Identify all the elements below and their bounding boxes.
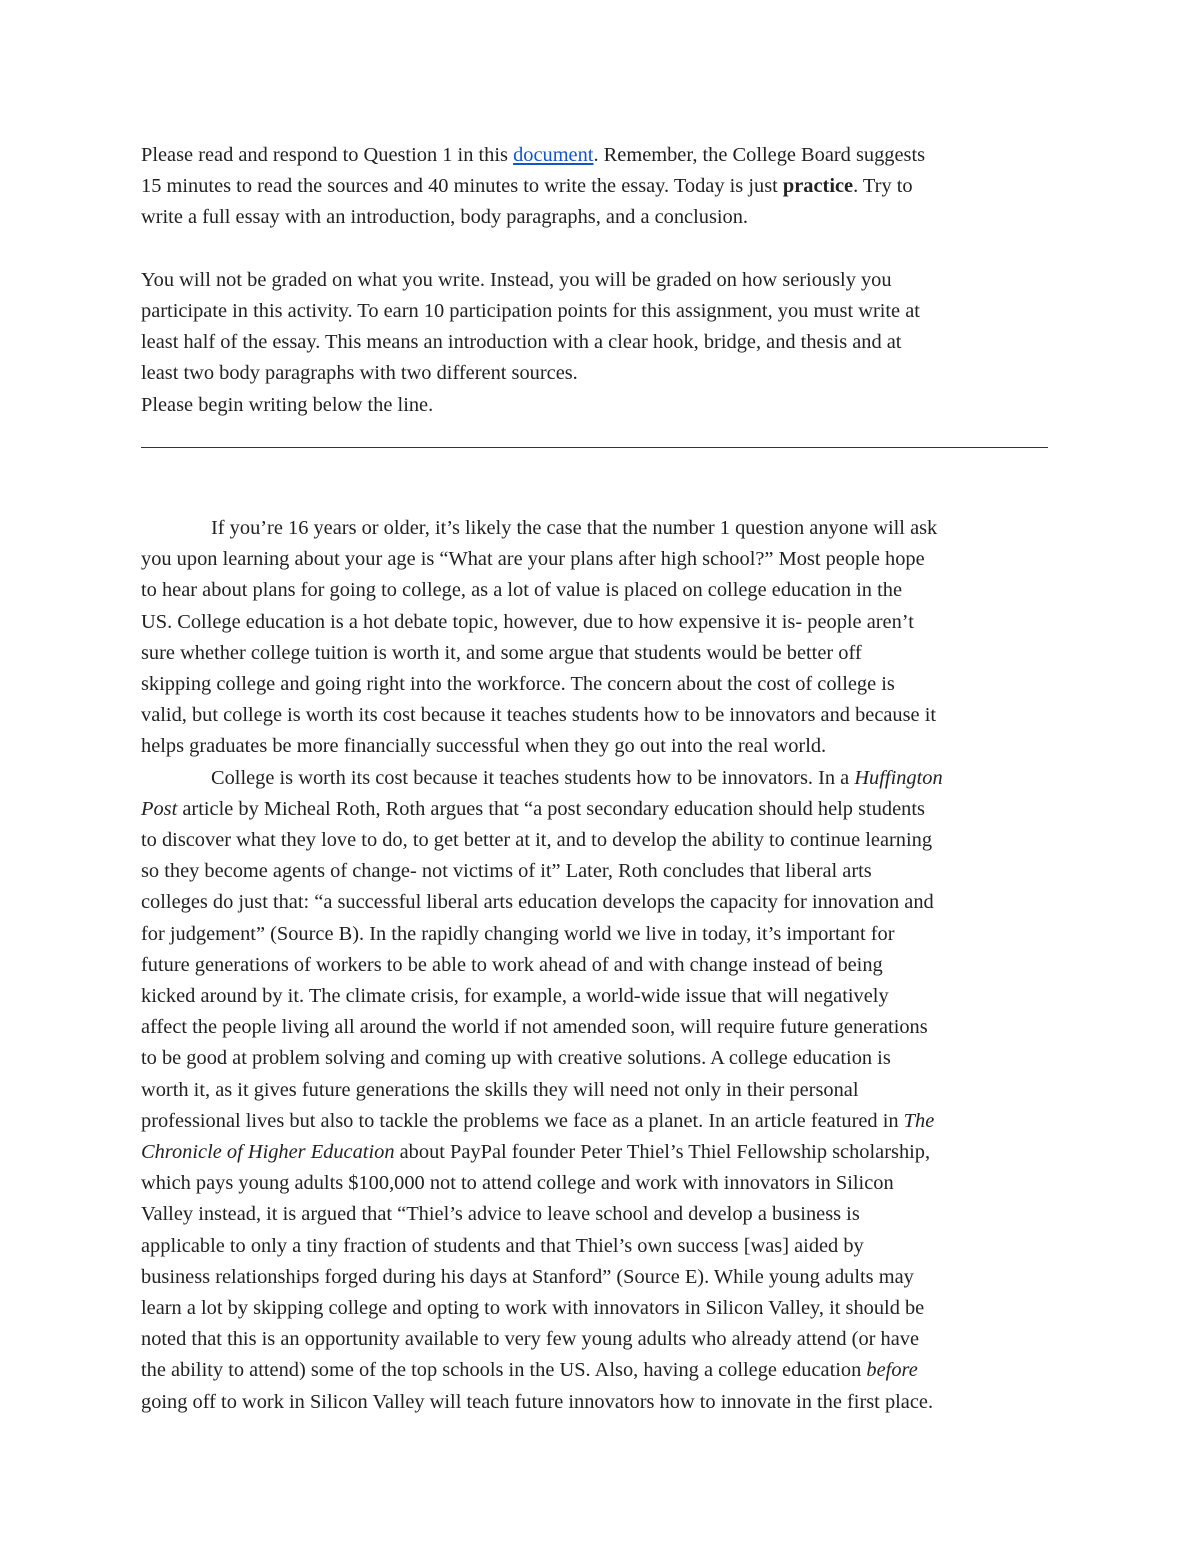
instructions-text: . Remember, the College Board suggests xyxy=(593,144,926,166)
essay-text: College is worth its cost because it teaches students how to be innovators. In a xyxy=(211,766,855,789)
instructions-paragraph-1-line-1 xyxy=(141,140,1059,171)
essay-line: US. College education is a hot debate topic, however, due to how expensive it is- people aren’t xyxy=(141,610,914,633)
begin-writing-note: Please begin writing below the line. xyxy=(141,393,434,416)
essay-line xyxy=(141,1355,1059,1386)
instructions-block xyxy=(141,140,1059,421)
essay-line: going off to work in Silicon Valley will teach future innovators how to innovate in the first place. xyxy=(141,1390,934,1413)
publication-title: Huffington xyxy=(854,766,943,789)
paragraph-spacer xyxy=(141,234,1059,265)
instructions-text: Please read and respond to Question 1 in this xyxy=(141,144,514,166)
essay-line: which pays young adults $100,000 not to attend college and work with innovators in Silicon xyxy=(141,1172,894,1195)
practice-emphasis: practice xyxy=(782,175,854,198)
instructions-text: . Try to xyxy=(853,175,913,198)
essay-line xyxy=(141,1106,1059,1137)
essay-line: worth it, as it gives future generations the skills they will need not only in their personal xyxy=(141,1078,859,1101)
essay-paragraph-body-1 xyxy=(141,763,1059,1418)
essay-body[interactable] xyxy=(141,513,1059,1418)
document-link[interactable]: document xyxy=(513,144,594,166)
essay-line: to discover what they love to do, to get better at it, and to develop the ability to continue learning xyxy=(141,829,933,852)
essay-line: learn a lot by skipping college and opting to work with innovators in Silicon Valley, it should be xyxy=(141,1297,925,1320)
essay-line: applicable to only a tiny fraction of students and that Thiel’s own success [was] aided by xyxy=(141,1234,864,1257)
instructions-paragraph-1-line-3: write a full essay with an introduction, body paragraphs, and a conclusion. xyxy=(141,206,749,229)
essay-text: the ability to attend) some of the top schools in the US. Also, having a college education xyxy=(141,1359,867,1382)
essay-line xyxy=(141,794,1059,825)
essay-line: future generations of workers to be able to work ahead of and with change instead of being xyxy=(141,953,883,976)
essay-paragraph-intro xyxy=(141,513,1059,763)
essay-text: about PayPal founder Peter Thiel’s Thiel Fellowship scholarship, xyxy=(394,1141,931,1164)
essay-line: affect the people living all around the world if not amended soon, will require future generations xyxy=(141,1016,928,1039)
emphasis-word: before xyxy=(866,1359,918,1382)
publication-title: The xyxy=(903,1109,935,1132)
essay-line: to hear about plans for going to college, as a lot of value is placed on college education in the xyxy=(141,579,903,602)
essay-line: sure whether college tuition is worth it, and some argue that students would be better off xyxy=(141,641,862,664)
instructions-paragraph-2-line-1: You will not be graded on what you write. Instead, you will be graded on how seriously you xyxy=(141,268,892,291)
instructions-text: 15 minutes to read the sources and 40 minutes to write the essay. Today is just xyxy=(141,175,783,198)
essay-line: so they become agents of change- not victims of it” Later, Roth concludes that liberal arts xyxy=(141,860,872,883)
instructions-paragraph-2-line-3: least half of the essay. This means an introduction with a clear hook, bridge, and thesis and at xyxy=(141,331,902,354)
essay-line: you upon learning about your age is “What are your plans after high school?” Most people hope xyxy=(141,548,925,571)
instructions-paragraph-2-line-4: least two body paragraphs with two different sources. xyxy=(141,362,578,385)
instructions-paragraph-1-line-2 xyxy=(141,171,1059,202)
essay-line: valid, but college is worth its cost because it teaches students how to be innovators and because it xyxy=(141,704,937,727)
essay-line: helps graduates be more financially successful when they go out into the real world. xyxy=(141,735,827,758)
essay-line: If you’re 16 years or older, it’s likely the case that the number 1 question anyone will ask xyxy=(211,517,938,539)
instructions-paragraph-2-line-2: participate in this activity. To earn 10 participation points for this assignment, you must write at xyxy=(141,300,920,322)
essay-text: professional lives but also to tackle the problems we face as a planet. In an article featured in xyxy=(141,1109,904,1132)
essay-line: colleges do just that: “a successful liberal arts education develops the capacity for innovation and xyxy=(141,891,934,914)
essay-line: kicked around by it. The climate crisis, for example, a world-wide issue that will negatively xyxy=(141,985,889,1008)
publication-title: Post xyxy=(141,797,178,820)
essay-line: business relationships forged during his days at Stanford” (Source E). While young adults may xyxy=(141,1265,914,1288)
essay-line xyxy=(141,763,1059,794)
essay-line: to be good at problem solving and coming up with creative solutions. A college education is xyxy=(141,1047,891,1070)
publication-title: Chronicle of Higher Education xyxy=(141,1141,395,1164)
essay-line: for judgement” (Source B). In the rapidly changing world we live in today, it’s important for xyxy=(141,922,895,945)
essay-text: article by Micheal Roth, Roth argues that “a post secondary education should help students xyxy=(177,797,925,820)
essay-line: skipping college and going right into the workforce. The concern about the cost of college is xyxy=(141,673,895,696)
essay-line: Valley instead, it is argued that “Thiel’s advice to leave school and develop a business is xyxy=(141,1203,860,1226)
answer-divider-line xyxy=(141,447,1048,448)
essay-line xyxy=(141,1137,1059,1168)
essay-line: noted that this is an opportunity available to very few young adults who already attend (or have xyxy=(141,1328,920,1351)
